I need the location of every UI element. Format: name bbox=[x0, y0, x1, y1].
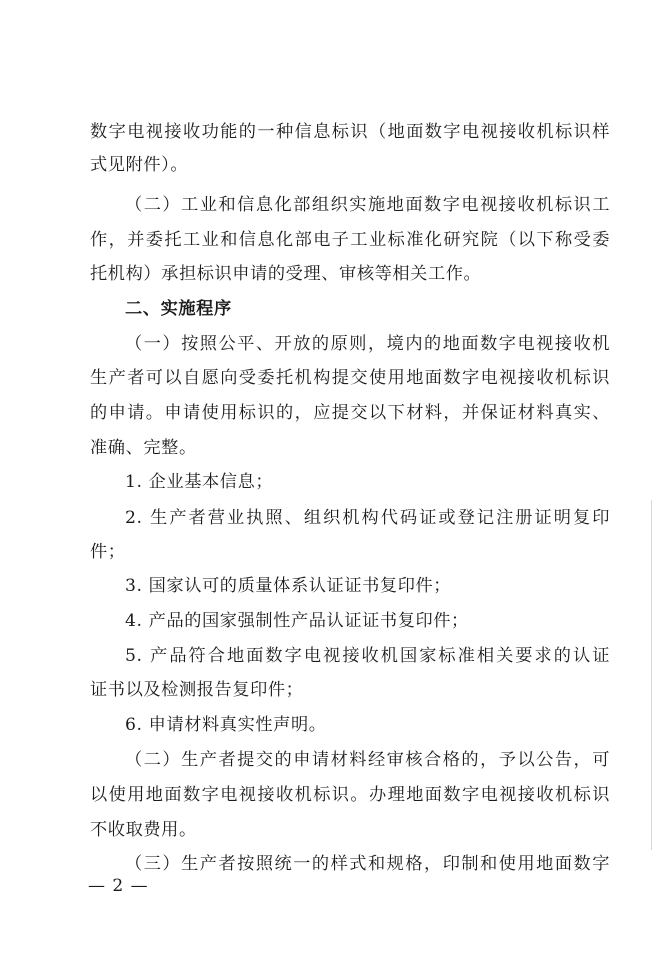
scan-edge-divider bbox=[651, 500, 652, 850]
paragraph-first-line: （二）生产者提交的申请材料经审核合格的，予以公告，可 bbox=[125, 750, 610, 770]
list-item: 4. 产品的国家强制性产品认证证书复印件； bbox=[125, 611, 469, 631]
list-item: 1. 企业基本信息； bbox=[125, 472, 274, 492]
text-line: 生产者可以自愿向受委托机构提交使用地面数字电视接收机标识 bbox=[90, 368, 610, 388]
list-item: 3. 国家认可的质量体系认证证书复印件； bbox=[125, 576, 452, 596]
text-line: 准确、完整。 bbox=[90, 438, 197, 458]
text-line: 的申请。申请使用标识的，应提交以下材料，并保证材料真实、 bbox=[90, 403, 610, 423]
list-item: 6. 申请材料真实性声明。 bbox=[125, 715, 327, 735]
text-line: 式见附件）。 bbox=[90, 155, 189, 175]
paragraph-first-line: （三）生产者按照统一的样式和规格，印制和使用地面数字 bbox=[125, 854, 610, 874]
paragraph-first-line: （一）按照公平、开放的原则，境内的地面数字电视接收机 bbox=[125, 334, 610, 354]
page-number: — 2 — bbox=[88, 876, 149, 896]
paragraph-first-line: （二）工业和信息化部组织实施地面数字电视接收机标识工 bbox=[125, 195, 610, 215]
text-line: 证书以及检测报告复印件； bbox=[90, 680, 304, 700]
text-line: 作，并委托工业和信息化部电子工业标准化研究院（以下称受委 bbox=[90, 230, 610, 250]
text-line: 以使用地面数字电视接收机标识。办理地面数字电视接收机标识 bbox=[90, 785, 610, 805]
section-heading: 二、实施程序 bbox=[125, 299, 232, 319]
list-item: 5. 产品符合地面数字电视接收机国家标准相关要求的认证 bbox=[125, 646, 610, 666]
text-line: 数字电视接收功能的一种信息标识（地面数字电视接收机标识样 bbox=[90, 122, 610, 142]
text-line: 不收取费用。 bbox=[90, 820, 197, 840]
list-item: 2. 生产者营业执照、组织机构代码证或登记注册证明复印 bbox=[125, 508, 610, 528]
text-line: 托机构）承担标识申请的受理、审核等相关工作。 bbox=[90, 264, 482, 284]
text-line: 件； bbox=[90, 542, 126, 562]
